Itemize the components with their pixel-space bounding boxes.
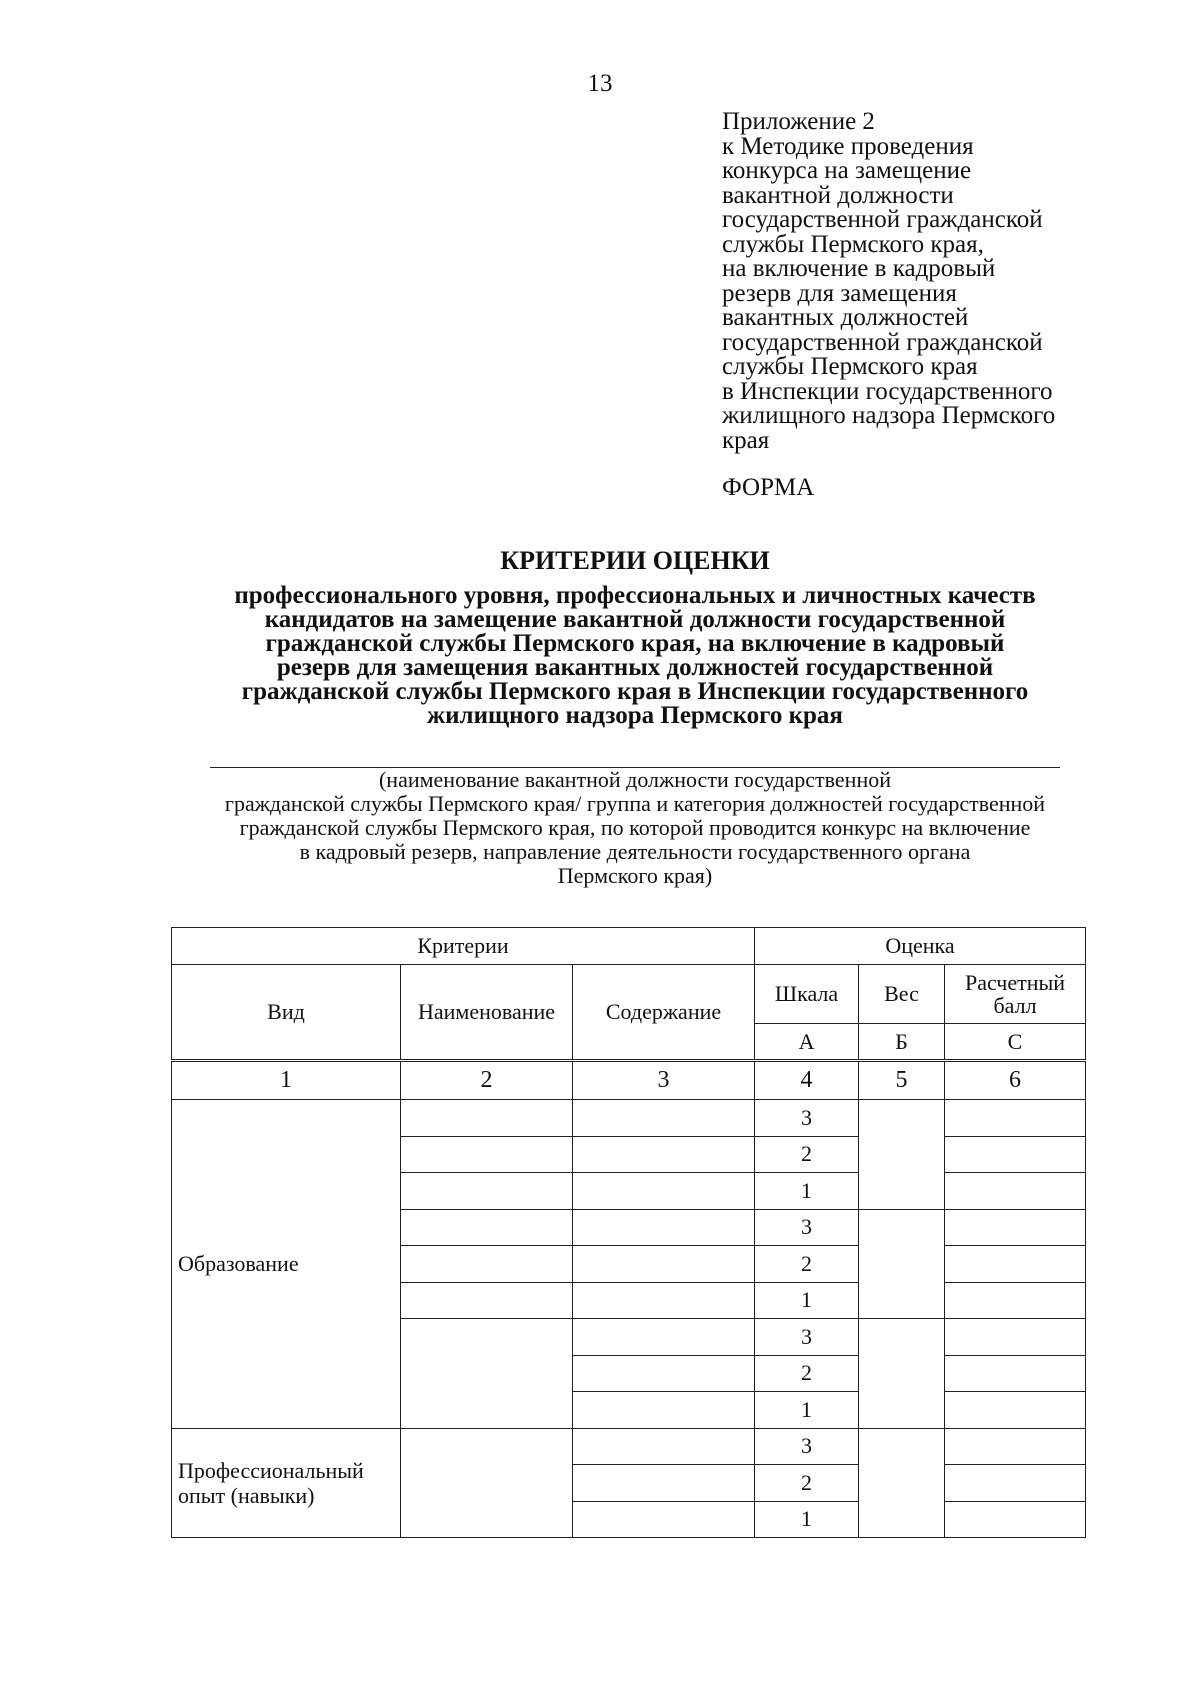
annex-line: государственной гражданской [722, 328, 1043, 356]
scale-header: Шкала [755, 965, 859, 1024]
subtitle-line: профессионального уровня, профессиональных и личностных качеств [234, 582, 1036, 609]
content-cell[interactable] [573, 1136, 755, 1173]
vid-education-cell: Образование [172, 1100, 401, 1429]
score-cell[interactable] [945, 1465, 1086, 1502]
name-cell[interactable] [401, 1209, 573, 1246]
content-cell[interactable] [573, 1465, 755, 1502]
subtitle-line: жилищного надзора Пермского края [427, 702, 843, 729]
weight-letter: Б [859, 1024, 945, 1061]
score-cell[interactable] [945, 1501, 1086, 1538]
header-row-groups [172, 928, 1086, 965]
content-header: Содержание [573, 965, 755, 1061]
scale-cell: 2 [755, 1136, 859, 1173]
name-cell[interactable] [401, 1319, 573, 1429]
score-header-line: балл [993, 993, 1037, 1018]
content-cell[interactable] [573, 1282, 755, 1319]
caption-line: гражданской службы Пермского края, по которой проводится конкурс на включение [239, 815, 1031, 840]
scale-letter: А [755, 1024, 859, 1061]
content-cell[interactable] [573, 1319, 755, 1356]
content-cell[interactable] [573, 1246, 755, 1283]
name-header: Наименование [401, 965, 573, 1061]
column-number: 2 [401, 1061, 573, 1100]
annex-line: к Методике проведения [722, 132, 974, 160]
caption-line: (наименование вакантной должности государственной [378, 767, 892, 792]
criteria-group-header: Критерии [172, 928, 755, 965]
annex-line: Приложение 2 [722, 108, 875, 135]
score-cell[interactable] [945, 1319, 1086, 1356]
assessment-group-header: Оценка [755, 928, 1086, 965]
score-cell[interactable] [945, 1392, 1086, 1429]
subtitle-line: резерв для замещения вакантных должностей государственной [276, 654, 994, 681]
content-cell[interactable] [573, 1173, 755, 1210]
annex-line: государственной гражданской [722, 206, 1043, 233]
name-cell[interactable] [401, 1173, 573, 1210]
content-cell[interactable] [573, 1428, 755, 1465]
annex-line: резерв для замещения [722, 279, 957, 307]
weight-cell[interactable] [859, 1319, 945, 1429]
scale-cell: 3 [755, 1100, 859, 1137]
score-cell[interactable] [945, 1173, 1086, 1210]
column-number: 3 [573, 1061, 755, 1100]
scale-cell: 1 [755, 1173, 859, 1210]
scale-cell: 3 [755, 1428, 859, 1465]
content-cell[interactable] [573, 1355, 755, 1392]
form-label: ФОРМА [722, 474, 815, 501]
score-cell[interactable] [945, 1355, 1086, 1392]
score-letter: С [945, 1024, 1086, 1061]
scale-cell: 3 [755, 1319, 859, 1356]
criteria-table [171, 927, 1086, 1538]
annex-block [722, 110, 1162, 453]
column-number: 6 [945, 1061, 1086, 1100]
scale-cell: 1 [755, 1392, 859, 1429]
column-number: 4 [755, 1061, 859, 1100]
name-cell[interactable] [401, 1428, 573, 1538]
annex-line: в Инспекции государственного [722, 377, 1053, 405]
caption-line: Пермского края) [557, 863, 713, 888]
vid-experience-cell [172, 1428, 401, 1538]
scale-cell: 2 [755, 1465, 859, 1502]
weight-header: Вес [859, 965, 945, 1024]
column-numbers-row [172, 1061, 1086, 1100]
score-header [945, 965, 1086, 1024]
scale-cell: 1 [755, 1282, 859, 1319]
annex-line: конкурса на замещение [722, 157, 972, 184]
column-number: 5 [859, 1061, 945, 1100]
weight-cell[interactable] [859, 1100, 945, 1210]
annex-line: вакантных должностей [722, 304, 969, 331]
content-cell[interactable] [573, 1209, 755, 1246]
caption-line: гражданской службы Пермского края/ группа и категория должностей государственной [224, 791, 1046, 816]
page-number: 13 [587, 70, 613, 97]
score-cell[interactable] [945, 1209, 1086, 1246]
annex-line: вакантной должности [722, 181, 954, 209]
annex-line: службы Пермского края, [722, 230, 984, 258]
name-cell[interactable] [401, 1246, 573, 1283]
score-cell[interactable] [945, 1282, 1086, 1319]
header-row-columns [172, 965, 1086, 1024]
scale-cell: 1 [755, 1501, 859, 1538]
subtitle-line: гражданской службы Пермского края, на включение в кадровый [265, 630, 1005, 657]
annex-line: службы Пермского края [722, 353, 978, 380]
name-cell[interactable] [401, 1282, 573, 1319]
weight-cell[interactable] [859, 1209, 945, 1319]
annex-line: на включение в кадровый [722, 255, 996, 282]
score-header-line: Расчетный [964, 970, 1066, 995]
subtitle-line: кандидатов на замещение вакантной должности государственной [264, 606, 1006, 633]
table-row [172, 1100, 1086, 1137]
score-cell[interactable] [945, 1246, 1086, 1283]
annex-line: жилищного надзора Пермского [722, 402, 1056, 429]
score-cell[interactable] [945, 1428, 1086, 1465]
vid-experience-line: Профессиональный [178, 1457, 364, 1483]
vid-header: Вид [172, 965, 401, 1061]
document-title: КРИТЕРИИ ОЦЕНКИ [500, 546, 770, 575]
scale-cell: 2 [755, 1355, 859, 1392]
column-number: 1 [172, 1061, 401, 1100]
position-caption [120, 768, 1150, 888]
caption-line: в кадровый резерв, направление деятельности государственного органа [299, 839, 971, 864]
table-row [172, 1428, 1086, 1465]
annex-line: края [722, 426, 770, 454]
score-cell[interactable] [945, 1100, 1086, 1137]
weight-cell[interactable] [859, 1428, 945, 1538]
scale-cell: 2 [755, 1246, 859, 1283]
content-cell[interactable] [573, 1392, 755, 1429]
document-subtitle [120, 584, 1150, 728]
vid-experience-line: опыт (навыки) [178, 1482, 315, 1508]
name-cell[interactable] [401, 1136, 573, 1173]
content-cell[interactable] [573, 1501, 755, 1538]
subtitle-line: гражданской службы Пермского края в Инспекции государственного [241, 678, 1029, 705]
score-cell[interactable] [945, 1136, 1086, 1173]
content-cell[interactable] [573, 1100, 755, 1137]
scale-cell: 3 [755, 1209, 859, 1246]
name-cell[interactable] [401, 1100, 573, 1137]
